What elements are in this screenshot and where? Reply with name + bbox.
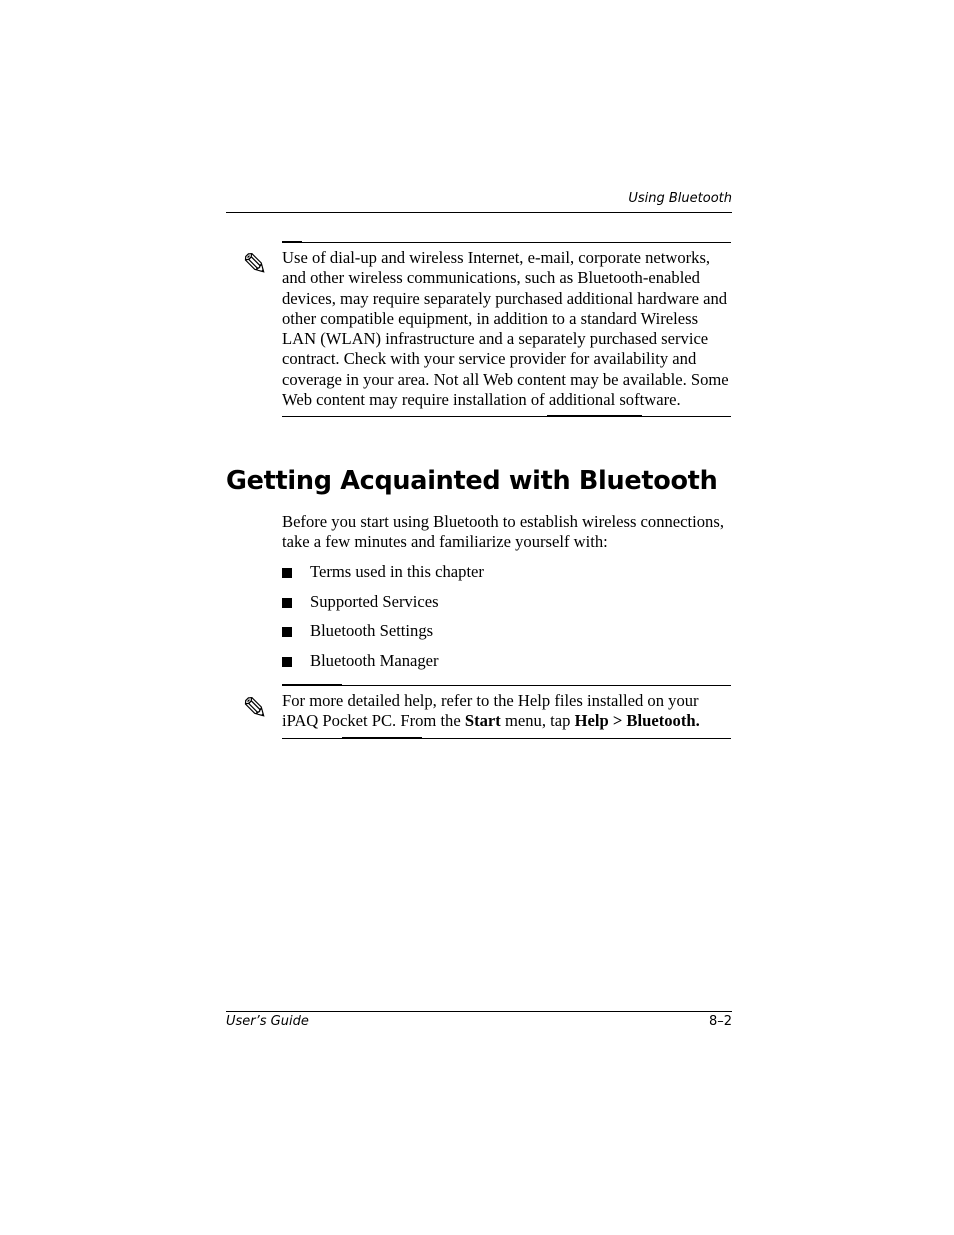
note-top-rule [282,685,731,686]
list-item: Supported Services [282,592,731,622]
note-top-rule [282,242,731,243]
section-title: Getting Acquainted with Bluetooth [226,466,718,496]
list-item: Bluetooth Settings [282,621,731,651]
note-icon-2 [242,691,268,727]
bullet-list [282,562,731,680]
note-bottom-rule [282,738,731,739]
header-rule [226,212,732,213]
bullet-square-icon [282,627,292,637]
list-item: Terms used in this chapter [282,562,731,592]
bullet-square-icon [282,568,292,578]
note-bottom-rule [282,416,731,417]
note-box-2 [282,685,731,739]
note-icon-1 [242,247,268,283]
section-intro: Before you start using Bluetooth to establish wireless connections, take a few minutes and familiarize yourself with: [282,512,724,552]
pencil-note-icon: ✎ [242,691,268,727]
note-text-2: For more detailed help, refer to the Help files installed on your iPAQ Pocket PC. From the Start menu, tap Help > Bluetooth. [282,691,700,731]
note-text-1: Use of dial-up and wireless Internet, e-mail, corporate networks, and other wireless communications, such as Bluetooth-enabled devices, may require separately purchased additional hardware and other compatible equipment, in addition to a standard Wireless LAN (WLAN) infrastructure and a separately purchased service contract. Check with your service provider for availability and coverage in your area. Not all Web content may be available. Some Web content may require installation of additional software. [282,248,729,410]
page-number: 8–2 [708,1014,732,1029]
footer-title: User’s Guide [226,1014,309,1029]
start-menu-label: Start [464,711,501,731]
list-item: Bluetooth Manager [282,651,731,681]
pencil-note-icon: ✎ [242,247,268,283]
bullet-square-icon [282,657,292,667]
running-head: Using Bluetooth [628,191,732,206]
note-box-1 [282,242,731,417]
footer-rule [226,1011,732,1012]
bullet-square-icon [282,598,292,608]
help-path-label: Help > Bluetooth. [574,711,700,731]
